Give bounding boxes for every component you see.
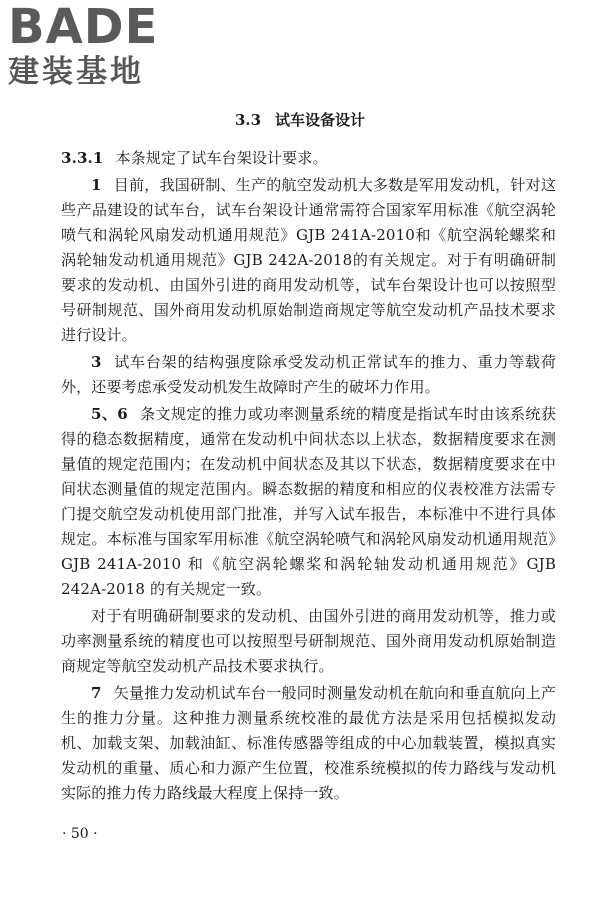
item-text: 矢量推力发动机试车台一般同时测量发动机在航向和垂直航向上产生的推力分量。这种推力测量系统校准的最优方法是采用包括模拟发动机、加载支架、加载油缸、标准传感器等组成的中心加载装置，模拟真实发动机的重量、质心和力源产生位置，校准系统模拟的传力路线与发动机实际的推力传力路线最大程度上保持一致。 — [61, 684, 556, 802]
section-heading — [0, 110, 600, 130]
item-text: 条文规定的推力或功率测量系统的精度是指试车时由该系统获得的稳态数据精度，通常在发动机中间状态以上状态，数据精度要求在测量值的规定范围内；在发动机中间状态及其以下状态，数据精度要求在中间状态测量值的规定范围内。瞬态数据的精度和相应的仪表校准方法需专门提交航空发动机使用部门批准，并写入试车报告，本标准中不进行具体规定。本标准与国家军用标准《航空涡轮喷气和涡轮风扇发动机通用规范》GJB 241A-2010 和《航空涡轮螺桨和涡轮轴发动机通用规范》GJB 242A-2018 的有关规定一致。 — [61, 405, 556, 598]
item-paragraph-1 — [61, 173, 556, 348]
item-number: 1 — [91, 176, 102, 194]
item-paragraph-3 — [61, 350, 556, 400]
item-number: 3 — [91, 353, 102, 371]
item-number: 5、6 — [91, 405, 128, 423]
item-paragraph-continuation — [61, 604, 556, 679]
item-text: 试车台架的结构强度除承受发动机正常试车的推力、重力等载荷外，还要考虑承受发动机发生故障时产生的破坏力作用。 — [61, 353, 556, 396]
logo-brand-text: BADE — [8, 0, 159, 55]
section-title: 试车设备设计 — [275, 111, 366, 129]
item-number: 7 — [91, 684, 102, 702]
clause-text: 本条规定了试车台架设计要求。 — [115, 149, 328, 167]
logo-subtitle: 建装基地 — [8, 54, 144, 90]
clause-paragraph — [61, 146, 556, 171]
document-body — [61, 146, 556, 806]
item-text: 目前，我国研制、生产的航空发动机大多数是军用发动机，针对这些产品建设的试车台，试车台架设计通常需符合国家军用标准《航空涡轮喷气和涡轮风扇发动机通用规范》GJB 241A-2010和《航空涡轮螺桨和涡轮轴发动机通用规范》GJB 242A-2018的有关规定。对于有明确研制要求的发动机、由国外引进的商用发动机等，试车台架设计也可以按照型号研制规范、国外商用发动机原始制造商规定等航空发动机产品技术要求进行设计。 — [61, 176, 556, 344]
item-text: 对于有明确研制要求的发动机、由国外引进的商用发动机等，推力或功率测量系统的精度也可以按照型号研制规范、国外商用发动机原始制造商规定等航空发动机产品技术要求执行。 — [61, 607, 556, 675]
item-paragraph-7 — [61, 681, 556, 806]
item-paragraph-5-6 — [61, 402, 556, 602]
page-number: · 50 · — [62, 826, 98, 842]
section-number: 3.3 — [234, 111, 262, 129]
clause-number: 3.3.1 — [61, 149, 104, 167]
brand-logo — [8, 2, 178, 94]
